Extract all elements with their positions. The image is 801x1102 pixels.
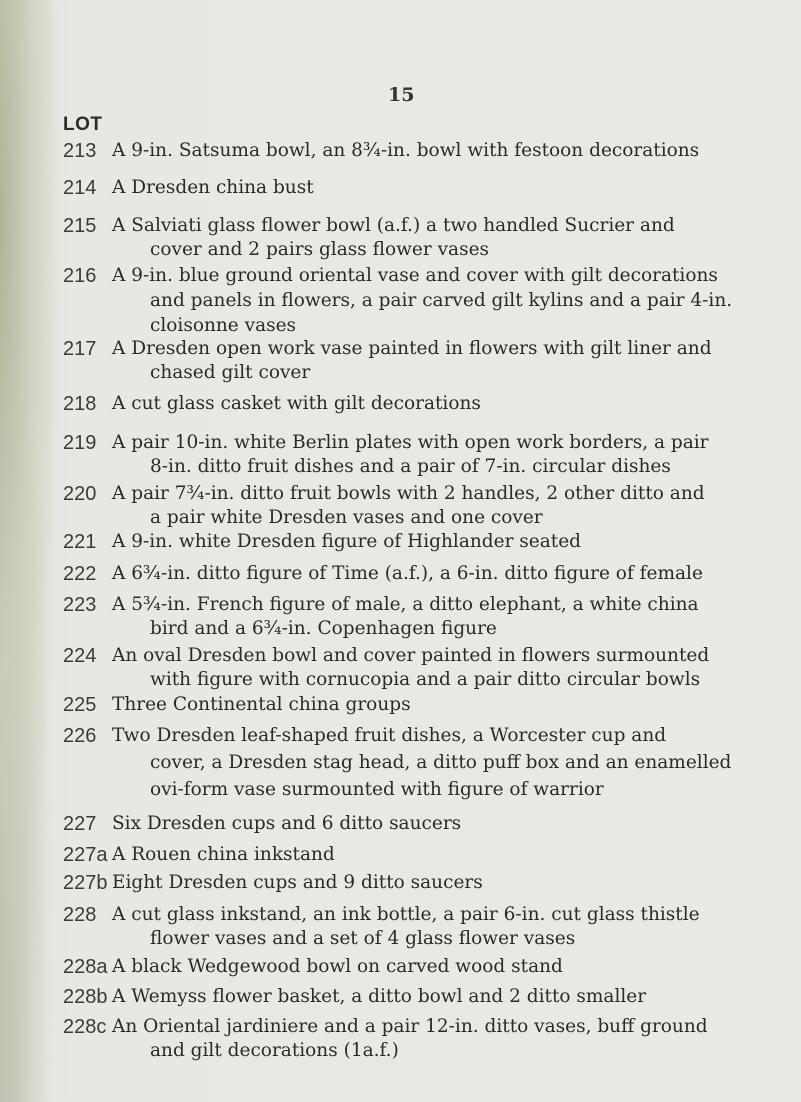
lot-description-line: with figure with cornucopia and a pair ditto circular bowls bbox=[150, 669, 701, 690]
lot-number: 218 bbox=[63, 393, 97, 415]
lot-description-line: A Wemyss flower basket, a ditto bowl and 2 ditto smaller bbox=[112, 986, 647, 1007]
lot-description-line: chased gilt cover bbox=[150, 362, 311, 383]
lot-number: 221 bbox=[63, 531, 97, 553]
lot-column-header: LOT bbox=[63, 114, 103, 135]
lot-number: 214 bbox=[63, 177, 97, 199]
lot-number: 213 bbox=[63, 140, 97, 162]
lot-description-line: Two Dresden leaf-shaped fruit dishes, a Worcester cup and bbox=[112, 725, 667, 746]
lot-number: 222 bbox=[63, 563, 97, 585]
lot-number: 224 bbox=[63, 645, 97, 667]
lot-description-line: A 6¾-in. ditto figure of Time (a.f.), a 6-in. ditto figure of female bbox=[112, 563, 703, 584]
page-spine-shadow bbox=[0, 0, 60, 1102]
lot-description-line: An Oriental jardiniere and a pair 12-in. ditto vases, buff ground bbox=[112, 1016, 708, 1037]
lot-description-line: and gilt decorations (1a.f.) bbox=[150, 1040, 399, 1061]
lot-number: 225 bbox=[63, 694, 97, 716]
lot-number: 216 bbox=[63, 265, 97, 287]
lot-description-line: Three Continental china groups bbox=[112, 694, 411, 715]
lot-number: 220 bbox=[63, 483, 97, 505]
lot-description-line: A 9-in. Satsuma bowl, an 8¾-in. bowl with festoon decorations bbox=[112, 140, 700, 161]
lot-number: 228c bbox=[63, 1016, 107, 1038]
page-number: 15 bbox=[388, 84, 415, 106]
lot-description-line: An oval Dresden bowl and cover painted in flowers surmounted bbox=[112, 645, 710, 666]
lot-description-line: ovi-form vase surmounted with figure of warrior bbox=[150, 779, 604, 800]
lot-description-line: A Rouen china inkstand bbox=[112, 844, 335, 865]
lot-description-line: A 9-in. white Dresden figure of Highlander seated bbox=[112, 531, 582, 552]
lot-description-line: cloisonne vases bbox=[150, 315, 297, 336]
lot-description-line: 8-in. ditto fruit dishes and a pair of 7-in. circular dishes bbox=[150, 456, 671, 477]
lot-description-line: a pair white Dresden vases and one cover bbox=[150, 507, 543, 528]
lot-description-line: A cut glass casket with gilt decorations bbox=[112, 393, 481, 414]
lot-description-line: Six Dresden cups and 6 ditto saucers bbox=[112, 813, 462, 834]
lot-number: 228a bbox=[63, 956, 108, 978]
lot-description-line: cover, a Dresden stag head, a ditto puff box and an enamelled bbox=[150, 752, 732, 773]
lot-description-line: A Dresden open work vase painted in flowers with gilt liner and bbox=[112, 338, 712, 359]
lot-number: 228 bbox=[63, 904, 97, 926]
lot-description-line: and panels in flowers, a pair carved gilt kylins and a pair 4-in. bbox=[150, 290, 733, 311]
lot-description-line: bird and a 6¾-in. Copenhagen figure bbox=[150, 618, 497, 639]
lot-number: 227 bbox=[63, 813, 97, 835]
lot-description-line: A pair 7¾-in. ditto fruit bowls with 2 handles, 2 other ditto and bbox=[112, 483, 705, 504]
lot-description-line: A pair 10-in. white Berlin plates with open work borders, a pair bbox=[112, 432, 709, 453]
lot-number: 227b bbox=[63, 872, 108, 894]
lot-description-line: A 5¾-in. French figure of male, a ditto elephant, a white china bbox=[112, 594, 699, 615]
lot-number: 227a bbox=[63, 844, 108, 866]
lot-description-line: A Salviati glass flower bowl (a.f.) a two handled Sucrier and bbox=[112, 215, 675, 236]
lot-description-line: A Dresden china bust bbox=[112, 177, 314, 198]
lot-number: 228b bbox=[63, 986, 108, 1008]
lot-number: 223 bbox=[63, 594, 97, 616]
lot-number: 215 bbox=[63, 215, 97, 237]
lot-number: 226 bbox=[63, 725, 97, 747]
lot-description-line: A cut glass inkstand, an ink bottle, a pair 6-in. cut glass thistle bbox=[112, 904, 700, 925]
lot-description-line: cover and 2 pairs glass flower vases bbox=[150, 239, 490, 260]
lot-number: 219 bbox=[63, 432, 97, 454]
lot-description-line: Eight Dresden cups and 9 ditto saucers bbox=[112, 872, 483, 893]
lot-description-line: A black Wedgewood bowl on carved wood stand bbox=[112, 956, 563, 977]
lot-description-line: flower vases and a set of 4 glass flower vases bbox=[150, 928, 576, 949]
lot-description-line: A 9-in. blue ground oriental vase and cover with gilt decorations bbox=[112, 265, 718, 286]
lot-number: 217 bbox=[63, 338, 97, 360]
